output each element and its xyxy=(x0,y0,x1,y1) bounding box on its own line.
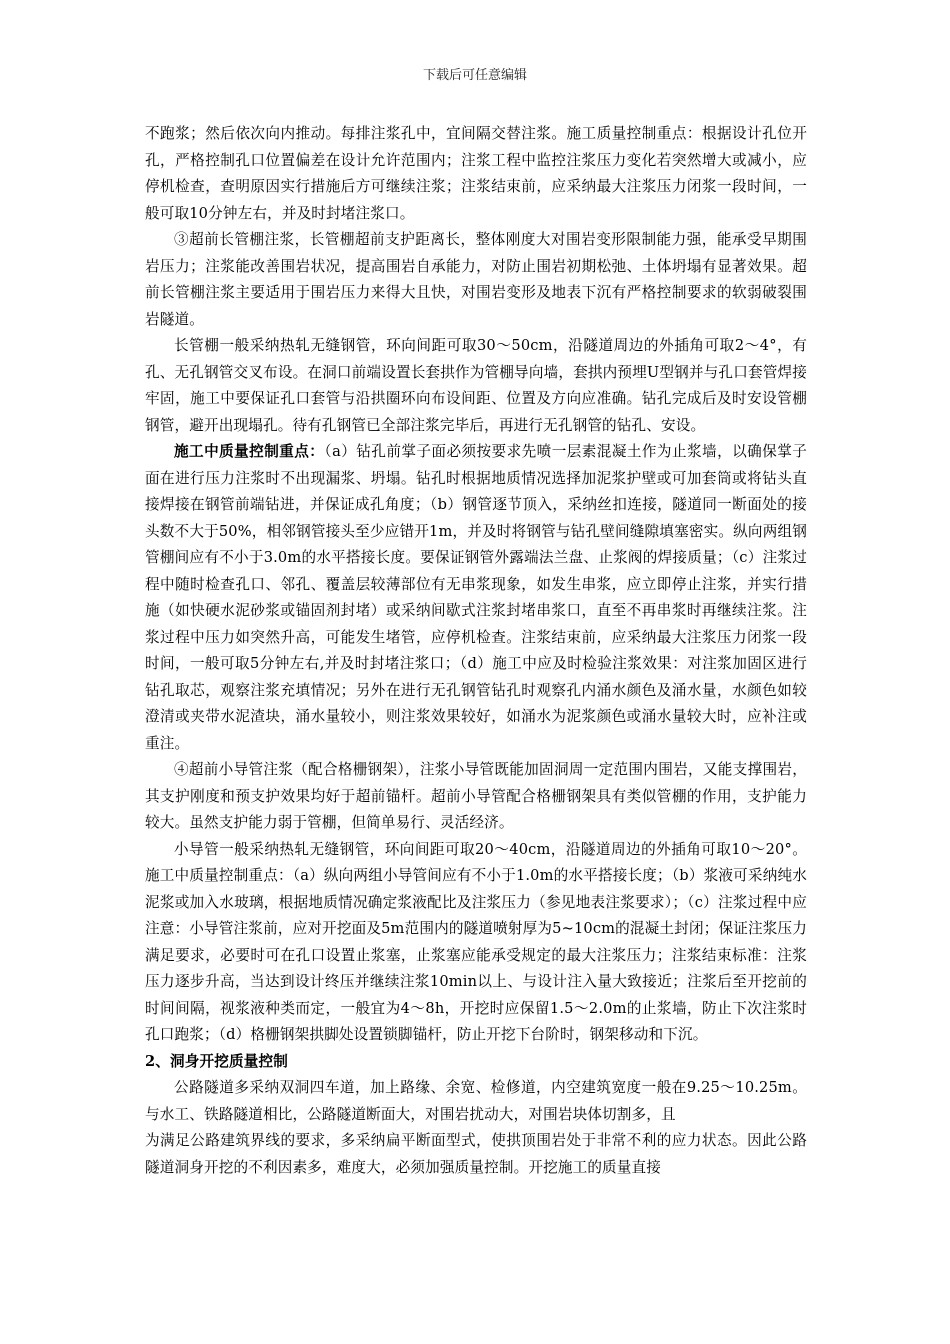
section-heading-excavation: 2、洞身开挖质量控制 xyxy=(145,1052,288,1070)
paragraph-grouting-control: 不跑浆；然后依次向内推动。每排注浆孔中，宜间隔交替注浆。施工质量控制重点：根据设计孔位开孔，严格控制孔口位置偏差在设计允许范围内；注浆工程中监控注浆压力变化若突然增大或减小，应停机检查，查明原因实行措施后方可继续注浆；注浆结束前，应采纳最大注浆压力闭浆一段时间，一般可取10分钟左右，并及时封堵注浆口。 xyxy=(145,125,807,222)
quality-control-label: 施工中质量控制重点： xyxy=(174,443,325,460)
paragraph-pipe-shed-method: 长管棚一般采纳热轧无缝钢管，环向间距可取30～50cm，沿隧道周边的外插角可取2～4°，有孔、无孔钢管交叉布设。在洞口前端设置长套拱作为管棚导向墙，套拱内预埋U型钢并与孔口套管焊接牢固，施工中要保证孔口套管与沿拱圈环向布设间距、位置及方向应准确。钻孔完成后及时安设管棚钢管，避开出现塌孔。待有孔钢管已全部注浆完毕后，再进行无孔钢管的钻孔、安设。 xyxy=(145,337,807,434)
paragraph-long-pipe-shed: ③超前长管棚注浆，长管棚超前支护距离长，整体刚度大对围岩变形限制能力强，能承受早期围岩压力；注浆能改善围岩状况，提高围岩自承能力，对防止围岩初期松弛、土体坍塌有显著效果。超前长管棚注浆主要适用于围岩压力来得大且快，对围岩变形及地表下沉有严格控制要求的软弱破裂围岩隧道。 xyxy=(145,231,807,328)
paragraph-small-pipe-method: 小导管一般采纳热轧无缝钢管，环向间距可取20～40cm，沿隧道周边的外插角可取10～20°。施工中质量控制重点：（a）纵向两组小导管间应有不小于1.0m的水平搭接长度；（b）浆液可采纳纯水泥浆或加入水玻璃，根据地质情况确定浆液配比及注浆压力（参见地表注浆要求）；（c）注浆过程中应注意：小导管注浆前，应对开挖面及5m范围内的隧道喷射厚为5~10cm的混凝土封闭；保证注浆压力满足要求，必要时可在孔口设置止浆塞，止浆塞应能承受规定的最大注浆压力；注浆结束标准：注浆压力逐步升高，当达到设计终压并继续注浆10min以上、与设计注入量大致接近；注浆后至开挖前的时间间隔，视浆液种类而定，一般宜为4～8h，开挖时应保留1.5～2.0m的止浆墙，防止下次注浆时孔口跑浆；（d）格栅钢架拱脚处设置锁脚锚杆，防止开挖下台阶时，钢架移动和下沉。 xyxy=(145,840,807,1043)
quality-control-text: （a）钻孔前掌子面必须按要求先喷一层素混凝土作为止浆墙，以确保掌子面在进行压力注浆时不出现漏浆、坍塌。钻孔时根据地质情况选择加泥浆护壁或可加套筒或将钻头直接焊接在钢管前端钻进，并保证成孔角度；（b）钢管逐节顶入，采纳丝扣连接，隧道同一断面处的接头数不大于50%，相邻钢管接头至少应错开1m，并及时将钢管与钻孔壁间缝隙填塞密实。纵向两组钢管棚间应有不小于3.0m的水平搭接长度。要保证钢管外露端法兰盘、止浆阀的焊接质量；（c）注浆过程中随时检查孔口、邻孔、覆盖层较薄部位有无串浆现象，如发生串浆，应立即停止注浆，并实行措施（如快硬水泥砂浆或锚固剂封堵）或采纳间歇式注浆封堵串浆口，直至不再串浆时再继续注浆。注浆过程中压力如突然升高，可能发生堵管，应停机检查。注浆结束前，应采纳最大注浆压力闭浆一段时间，一般可取5分钟左右,并及时封堵注浆口；（d）施工中应及时检验注浆效果：对注浆加固区进行钻孔取芯，观察注浆充填情况；另外在进行无孔钢管钻孔时观察孔内涌水颜色及涌水量，水颜色如较澄清或夹带水泥渣块，涌水量较小，则注浆效果较好，如涌水为泥浆颜色或涌水量较大时，应补注或重注。 xyxy=(145,443,807,752)
page-header: 下载后可任意编辑 xyxy=(422,68,527,83)
paragraph-quality-control-points xyxy=(145,439,807,757)
paragraph-excavation-difficulty: 为满足公路建筑界线的要求，多采纳扁平断面型式，使拱顶围岩处于非常不利的应力状态。因此公路隧道洞身开挖的不利因素多，难度大，必须加强质量控制。开挖施工的质量直接 xyxy=(145,1132,807,1176)
paragraph-small-pipe-grouting: ④超前小导管注浆（配合格栅钢架），注浆小导管既能加固洞周一定范围内围岩，又能支撑围岩，其支护刚度和预支护效果均好于超前锚杆。超前小导管配合格栅钢架具有类似管棚的作用，支护能力较大。虽然支护能力弱于管棚，但简单易行、灵活经济。 xyxy=(145,761,807,831)
document-body xyxy=(145,121,807,1181)
paragraph-highway-tunnel: 公路隧道多采纳双洞四车道，加上路缘、余宽、检修道，内空建筑宽度一般在9.25～10.25m。与水工、铁路隧道相比，公路隧道断面大，对围岩扰动大，对围岩块体切割多，且 xyxy=(145,1079,807,1123)
